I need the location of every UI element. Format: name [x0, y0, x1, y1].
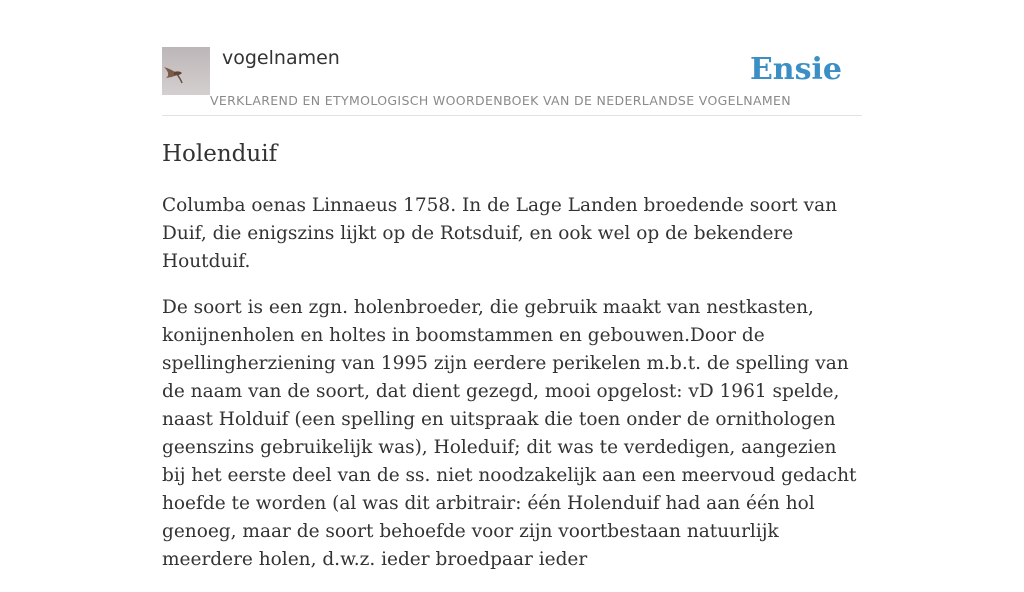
article-title: Holenduif: [162, 141, 278, 167]
bird-avatar-icon[interactable]: [162, 47, 210, 95]
header-divider: [162, 115, 862, 116]
article-content: [162, 192, 862, 592]
article-paragraph: Columba oenas Linnaeus 1758. In de Lage Landen broedende soort van Duif, die enigszins lijkt op de Rotsduif, en ook wel op de bekendere Houtduif.: [162, 195, 838, 272]
blog-subtitle: VERKLAREND EN ETYMOLOGISCH WOORDENBOEK VAN DE NEDERLANDSE VOGELNAMEN: [210, 93, 791, 108]
ensie-logo[interactable]: Ensie: [749, 52, 842, 87]
article-paragraph: De soort is een zgn. holenbroeder, die gebruik maakt van nestkasten, konijnenholen en holtes in boomstammen en gebouwen.Door de spellingherziening van 1995 zijn eerdere perikelen m.b.t. de spelling van de naam van de soort, dat dient gezegd, mooi opgelost: vD 1961 spelde, naast Holduif (een spelling en uitspraak die toen onder de ornithologen geenszins gebruikelijk was), Holeduif; dit was te verdedigen, aangezien bij het eerste deel van de ss. niet noodzakelijk aan een meervoud gedacht hoefde te worden (al was dit arbitrair: één Holenduif had aan één hol genoeg, maar de soort behoefde voor zijn voortbestaan natuurlijk meerdere holen, d.w.z. ieder broedpaar ieder: [162, 297, 857, 570]
blog-name-link[interactable]: vogelnamen: [222, 47, 340, 69]
site-header: [162, 46, 862, 116]
